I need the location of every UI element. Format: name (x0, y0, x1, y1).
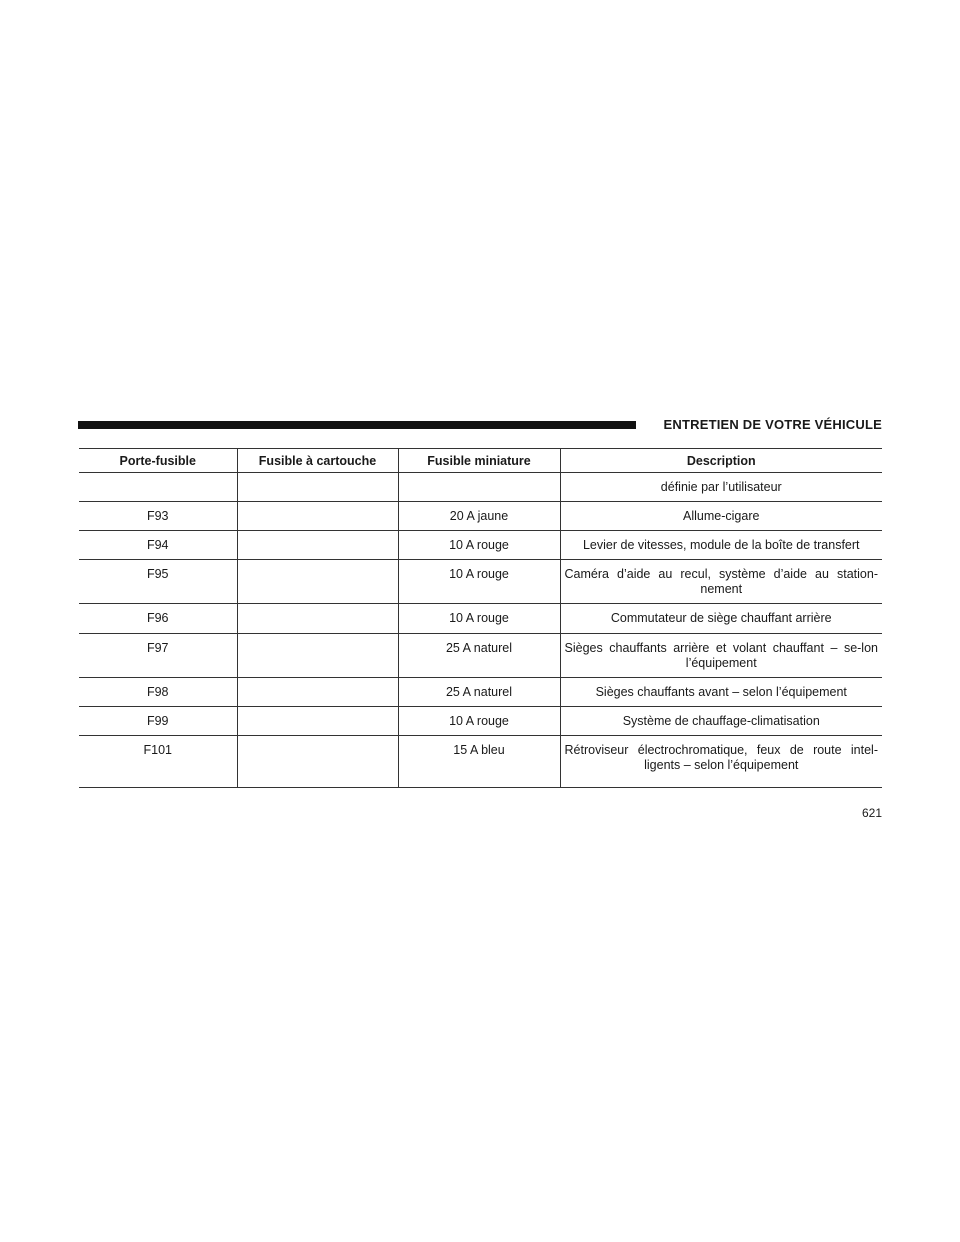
column-header-holder: Porte-fusible (79, 449, 237, 473)
cell-mini: 15 A bleu (398, 736, 560, 788)
table-row (79, 473, 882, 502)
cell-description: Caméra d’aide au recul, système d’aide au station-nement (560, 560, 882, 604)
cell-cartridge (237, 531, 398, 560)
cell-cartridge (237, 604, 398, 634)
cell-mini: 10 A rouge (398, 604, 560, 634)
page-number: 621 (861, 806, 882, 820)
cell-holder: F101 (79, 736, 237, 788)
cell-holder: F96 (79, 604, 237, 634)
cell-description: Allume-cigare (560, 502, 882, 531)
cell-holder: F98 (79, 678, 237, 707)
table-row (79, 678, 882, 707)
section-header-bar (78, 421, 636, 429)
cell-cartridge (237, 560, 398, 604)
cell-description: définie par l’utilisateur (560, 473, 882, 502)
section-title: ENTRETIEN DE VOTRE VÉHICULE (663, 417, 882, 432)
cell-description: Rétroviseur électrochromatique, feux de route intel-ligents – selon l’équipement (560, 736, 882, 788)
fuse-table (79, 448, 882, 788)
cell-mini: 10 A rouge (398, 560, 560, 604)
cell-description: Système de chauffage-climatisation (560, 707, 882, 736)
table-row (79, 707, 882, 736)
cell-mini: 25 A naturel (398, 678, 560, 707)
cell-holder (79, 473, 237, 502)
column-header-description: Description (560, 449, 882, 473)
cell-mini: 25 A naturel (398, 634, 560, 678)
column-header-cartridge: Fusible à cartouche (237, 449, 398, 473)
cell-mini: 10 A rouge (398, 707, 560, 736)
cell-mini (398, 473, 560, 502)
cell-holder: F97 (79, 634, 237, 678)
cell-mini: 20 A jaune (398, 502, 560, 531)
cell-holder: F94 (79, 531, 237, 560)
table-header-row (79, 449, 882, 473)
cell-cartridge (237, 502, 398, 531)
cell-cartridge (237, 634, 398, 678)
cell-mini: 10 A rouge (398, 531, 560, 560)
column-header-mini: Fusible miniature (398, 449, 560, 473)
cell-cartridge (237, 473, 398, 502)
table-row (79, 736, 882, 788)
cell-description: Sièges chauffants arrière et volant chauffant – se-lon l’équipement (560, 634, 882, 678)
cell-holder: F95 (79, 560, 237, 604)
table-row (79, 531, 882, 560)
cell-description: Commutateur de siège chauffant arrière (560, 604, 882, 634)
table-row (79, 604, 882, 634)
table-row (79, 634, 882, 678)
cell-description: Sièges chauffants avant – selon l’équipement (560, 678, 882, 707)
table-row (79, 502, 882, 531)
cell-holder: F99 (79, 707, 237, 736)
cell-cartridge (237, 678, 398, 707)
cell-description: Levier de vitesses, module de la boîte de transfert (560, 531, 882, 560)
table-row (79, 560, 882, 604)
cell-cartridge (237, 736, 398, 788)
cell-cartridge (237, 707, 398, 736)
cell-holder: F93 (79, 502, 237, 531)
